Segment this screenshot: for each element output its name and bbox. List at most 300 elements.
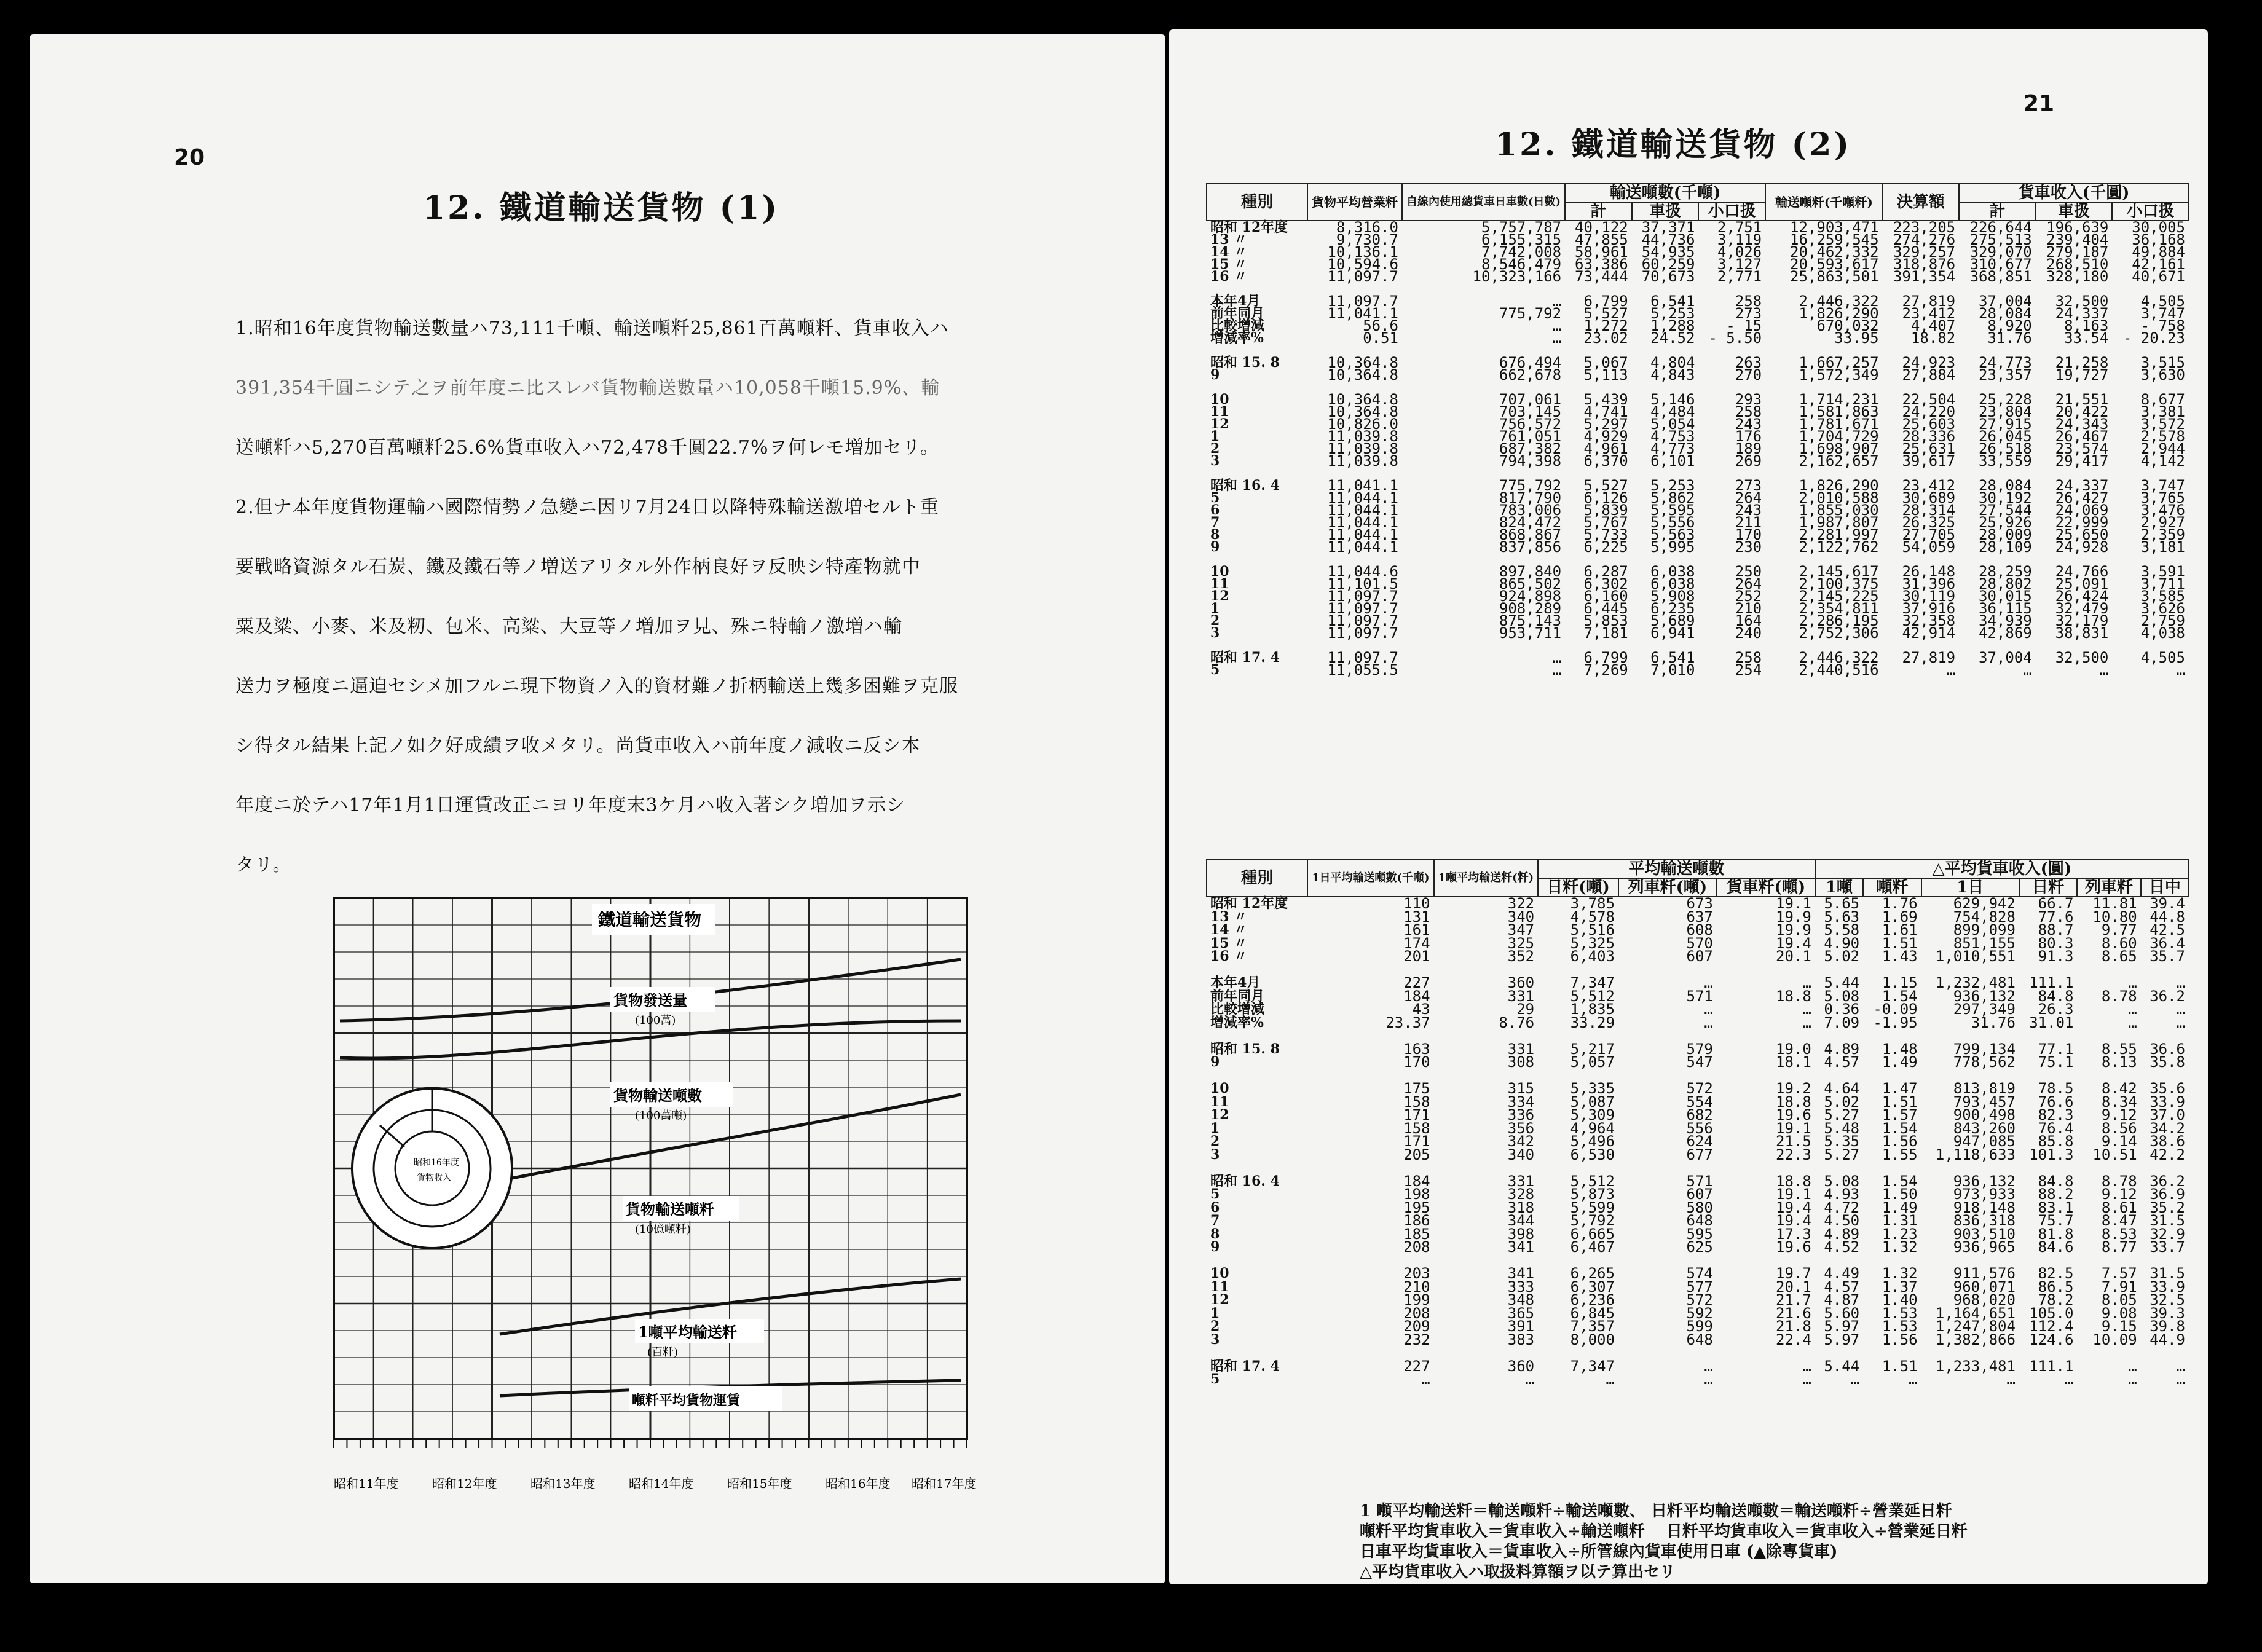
table-cell: 250 xyxy=(1735,563,1762,580)
table-cell: 3,765 xyxy=(2140,489,2185,506)
table-cell: 2,752,306 xyxy=(1799,624,1879,642)
table-cell: 5,839 xyxy=(1583,502,1628,519)
row-label: 1 xyxy=(1210,600,1220,616)
table-cell: 6,403 xyxy=(1570,948,1615,965)
table-cell: -0.09 xyxy=(1873,1001,1918,1018)
footnote-line: △平均貨車收入ハ取扱料算額ヲ以テ算出セリ xyxy=(1360,1563,1676,1581)
chart-x-axis xyxy=(334,1439,967,1448)
table-cell: 579 xyxy=(1686,1040,1713,1058)
table-cell: 2,759 xyxy=(2140,612,2185,629)
table-cell: 54,935 xyxy=(1641,243,1695,261)
page-number-right: 21 xyxy=(2024,91,2055,116)
table-cell: 163 xyxy=(1403,1040,1430,1058)
table-cell: 331 xyxy=(1507,987,1535,1005)
table-cell: 27,705 xyxy=(1902,526,1956,543)
table-cell: 11,044.1 xyxy=(1327,489,1398,506)
table-cell: 1,382,866 xyxy=(1935,1331,2016,1348)
table-cell: 837,856 xyxy=(1499,538,1562,556)
table-cell: 5,217 xyxy=(1570,1040,1615,1058)
table-cell: 30,005 xyxy=(2132,219,2185,236)
x-year-0: 昭和11年度 xyxy=(334,1476,399,1491)
table-cell: 1.53 xyxy=(1882,1304,1918,1322)
table-cell: 817,790 xyxy=(1499,489,1562,506)
table-cell: 851,155 xyxy=(1953,934,2016,952)
table-cell: 84.6 xyxy=(2038,1238,2074,1256)
table-cell: … xyxy=(2176,1357,2185,1375)
table-cell: 2,354,811 xyxy=(1799,600,1879,617)
table-cell: 9.12 xyxy=(2101,1186,2137,1203)
table-cell: 264 xyxy=(1735,489,1762,506)
table-cell: 21,258 xyxy=(2055,354,2109,371)
table-cell: 21.8 xyxy=(1776,1318,1811,1335)
table-cell: 30,119 xyxy=(1902,588,1956,605)
table-cell: 8.34 xyxy=(2101,1093,2137,1111)
table-cell: 42.5 xyxy=(2150,921,2185,938)
table-cell: 6,236 xyxy=(1570,1291,1615,1308)
row-label: 1 xyxy=(1210,428,1220,444)
table-cell: 4.52 xyxy=(1824,1238,1860,1256)
table-cell: 186 xyxy=(1403,1212,1430,1229)
table-cell: 5.97 xyxy=(1824,1318,1860,1335)
table-cell: 60,259 xyxy=(1641,256,1695,273)
table-cell: 124.6 xyxy=(2029,1331,2074,1348)
table-cell: 775,792 xyxy=(1499,477,1562,494)
table-cell: 10,594.6 xyxy=(1327,256,1398,273)
table-cell: 1,714,231 xyxy=(1799,391,1879,408)
left-page xyxy=(30,34,1165,1583)
row-label: 比較增減 xyxy=(1210,1001,1265,1017)
table-cell: 5.48 xyxy=(1824,1119,1860,1137)
table-cell: 1,232,481 xyxy=(1935,974,2016,991)
row-label: 3 xyxy=(1210,453,1220,469)
table-cell: 27,915 xyxy=(1979,415,2032,433)
table-cell: 6,225 xyxy=(1583,538,1628,556)
table-cell: 76.6 xyxy=(2038,1093,2074,1111)
table-cell: 676,494 xyxy=(1499,354,1562,371)
table-cell: 3,626 xyxy=(2140,600,2185,617)
table-cell: 33.29 xyxy=(1570,1013,1615,1031)
table-cell: 365 xyxy=(1507,1304,1535,1322)
table-cell: 875,143 xyxy=(1499,612,1562,629)
table-cell: 775,792 xyxy=(1499,305,1562,322)
table-cell: 44.8 xyxy=(2150,908,2185,926)
table-cell: 5,496 xyxy=(1570,1133,1615,1150)
table-cell: 5.44 xyxy=(1824,1357,1860,1375)
table-cell: 36.9 xyxy=(2150,1186,2185,1203)
table-cell: 26,427 xyxy=(2055,489,2109,506)
table-cell: 170 xyxy=(1735,526,1762,543)
row-label: 2 xyxy=(1210,1133,1220,1149)
table-cell: 268,510 xyxy=(2046,256,2109,273)
table-row xyxy=(1207,664,2189,676)
table-cell: 18.1 xyxy=(1776,1053,1811,1071)
table-cell: 35.6 xyxy=(2150,1080,2185,1097)
table-cell: 6,530 xyxy=(1570,1146,1615,1163)
col-header: 車扱 xyxy=(2036,202,2113,221)
table-cell: 239,404 xyxy=(2046,231,2109,248)
table-cell: 27,884 xyxy=(1902,366,1956,384)
table-cell: 33,559 xyxy=(1979,452,2032,470)
table-cell: 3,785 xyxy=(1570,895,1615,912)
table-cell: 4.64 xyxy=(1824,1080,1860,1097)
row-label: 11 xyxy=(1210,1278,1229,1295)
table-cell: 900,498 xyxy=(1953,1106,2016,1123)
table-cell: 75.7 xyxy=(2038,1212,2074,1229)
table-cell: 5.35 xyxy=(1824,1133,1860,1150)
table-cell: 131 xyxy=(1403,908,1430,926)
table-cell: 960,071 xyxy=(1953,1278,2016,1296)
table-cell: 24,069 xyxy=(2055,502,2109,519)
table-cell: 793,457 xyxy=(1953,1093,2016,1111)
table-cell: 7,269 xyxy=(1583,661,1628,678)
table-header-row xyxy=(1207,184,2189,202)
table-cell: … xyxy=(1606,1371,1615,1388)
table-cell: 35.7 xyxy=(2150,948,2185,965)
table-cell: 5,995 xyxy=(1650,538,1695,556)
table-cell: 4.49 xyxy=(1824,1265,1860,1282)
table-cell: 16,259,545 xyxy=(1790,231,1879,248)
table-cell: 1.47 xyxy=(1882,1080,1918,1097)
table-cell: … xyxy=(2128,1371,2137,1388)
table-cell: 341 xyxy=(1507,1265,1535,1282)
table-cell: 5,563 xyxy=(1650,526,1695,543)
row-label: 5 xyxy=(1210,662,1220,678)
table-cell: 158 xyxy=(1403,1093,1430,1111)
table-cell: 5,325 xyxy=(1570,934,1615,952)
row-label: 12 xyxy=(1210,416,1229,432)
table-cell: 5.02 xyxy=(1824,1093,1860,1111)
table-cell: 754,828 xyxy=(1953,908,2016,926)
col-header: 計 xyxy=(1565,202,1632,221)
table-cell: 5.27 xyxy=(1824,1106,1860,1123)
table-cell: 4,753 xyxy=(1650,428,1695,445)
table-cell: 356 xyxy=(1507,1119,1535,1137)
table-cell: 315 xyxy=(1507,1080,1535,1097)
row-label: 2 xyxy=(1210,441,1220,457)
table-cell: 44.9 xyxy=(2150,1331,2185,1348)
table-cell: 662,678 xyxy=(1499,366,1562,384)
table-cell: 210 xyxy=(1403,1278,1430,1296)
table-cell: 161 xyxy=(1403,921,1430,938)
table-cell: 5.08 xyxy=(1824,1172,1860,1190)
table-cell: 1,704,729 xyxy=(1799,428,1879,445)
row-label: 11 xyxy=(1210,404,1229,420)
freight-chart xyxy=(315,861,991,1500)
table-cell: 6,265 xyxy=(1570,1265,1615,1282)
table-cell: 778,562 xyxy=(1953,1053,2016,1071)
table-cell: 5,054 xyxy=(1650,415,1695,433)
table-cell: 9.12 xyxy=(2101,1106,2137,1123)
table-cell: 32,500 xyxy=(2055,293,2109,310)
table-cell: … xyxy=(1552,293,1562,310)
table-cell: 572 xyxy=(1686,1080,1713,1097)
table-cell: 8.13 xyxy=(2101,1053,2137,1071)
table-freight-volume xyxy=(1206,183,2189,676)
table-cell: 31.5 xyxy=(2150,1265,2185,1282)
table-cell: 275,513 xyxy=(1969,231,2032,248)
table-cell: 707,061 xyxy=(1499,391,1562,408)
table-cell: 39.3 xyxy=(2150,1304,2185,1322)
table-cell: 3,127 xyxy=(1717,256,1762,273)
row-label: 2 xyxy=(1210,613,1220,629)
row-label: 11 xyxy=(1210,1093,1229,1110)
x-year-6: 昭和17年度 xyxy=(912,1476,977,1491)
row-label: 10 xyxy=(1210,564,1229,580)
table-cell: 6,302 xyxy=(1583,575,1628,592)
col-header: 輸送噸數(千噸) xyxy=(1565,184,1765,202)
table-cell: 88.7 xyxy=(2038,921,2074,938)
row-label: 昭和 17. 4 xyxy=(1210,650,1280,666)
table-cell: 26,467 xyxy=(2055,428,2109,445)
col-header: 貨車粁(噸) xyxy=(1717,878,1815,897)
table-cell: 23,357 xyxy=(1979,366,2032,384)
table-cell: 22.4 xyxy=(1776,1331,1811,1348)
table-cell: 24,773 xyxy=(1979,354,2032,371)
table-cell: 1,781,671 xyxy=(1799,415,1879,433)
table-cell: 11.81 xyxy=(2092,895,2137,912)
table-cell: 33.9 xyxy=(2150,1278,2185,1296)
table-cell: 34.2 xyxy=(2150,1119,2185,1137)
table-cell: 1.54 xyxy=(1882,1172,1918,1190)
table-cell: 8,677 xyxy=(2140,391,2185,408)
row-label: 1 xyxy=(1210,1120,1220,1136)
table-cell: 5,853 xyxy=(1583,612,1628,629)
table-cell: 794,398 xyxy=(1499,452,1562,470)
table-cell: 88.2 xyxy=(2038,1186,2074,1203)
row-label: 3 xyxy=(1210,1146,1220,1163)
table-cell: 607 xyxy=(1686,1186,1713,1203)
table-cell: 77.1 xyxy=(2038,1040,2074,1058)
table-cell: 78.2 xyxy=(2038,1291,2074,1308)
table-cell: 37,004 xyxy=(1979,293,2032,310)
table-cell: 1.54 xyxy=(1882,1119,1918,1137)
row-label: 6 xyxy=(1210,1199,1220,1216)
table-cell: 4,843 xyxy=(1650,366,1695,384)
table-cell: 210 xyxy=(1735,600,1762,617)
pie-chart xyxy=(352,1088,512,1248)
row-label: 增減率% xyxy=(1210,1014,1264,1031)
row-label: 10 xyxy=(1210,1080,1229,1096)
table-cell: 3,476 xyxy=(2140,502,2185,519)
table-cell: 82.3 xyxy=(2038,1106,2074,1123)
table-cell: 1,826,290 xyxy=(1799,477,1879,494)
table-cell: 232 xyxy=(1403,1331,1430,1348)
table-cell: 19.4 xyxy=(1776,1212,1811,1229)
row-label: 昭和 16. 4 xyxy=(1210,1173,1280,1189)
table-cell: 184 xyxy=(1403,987,1430,1005)
row-label: 10 xyxy=(1210,391,1229,407)
table-cell: - 758 xyxy=(2140,317,2185,334)
table-cell: 9.77 xyxy=(2101,921,2137,938)
table-cell: 5,767 xyxy=(1583,514,1628,531)
col-header: 噸粁 xyxy=(1863,878,1921,897)
table-cell: 3,747 xyxy=(2140,477,2185,494)
table-cell: 911,576 xyxy=(1953,1265,2016,1282)
table-cell: 273 xyxy=(1735,305,1762,322)
table-cell: 2,440,516 xyxy=(1799,661,1879,678)
paragraph-line: 年度ニ於テハ17年1月1日運賃改正ニヨリ年度末3ケ月ハ收入著シク増加ヲ示シ xyxy=(235,795,906,816)
table-cell: 968,020 xyxy=(1953,1291,2016,1308)
table-cell: 111.1 xyxy=(2029,1357,2074,1375)
row-label: 16 〃 xyxy=(1210,948,1248,964)
row-label: 10 xyxy=(1210,1265,1229,1281)
series-label-3: 貨物輸送噸粁 xyxy=(626,1200,714,1218)
table-cell: 5,733 xyxy=(1583,526,1628,543)
table-cell: 24,337 xyxy=(2055,305,2109,322)
table-cell: 7.57 xyxy=(2101,1265,2137,1282)
table-cell: 756,572 xyxy=(1499,415,1562,433)
table-cell: 35.2 xyxy=(2150,1198,2185,1216)
table-cell: 6,541 xyxy=(1650,293,1695,310)
row-label: 7 xyxy=(1210,1213,1220,1229)
table-cell: 29 xyxy=(1516,1001,1535,1018)
table-cell: 8,316.0 xyxy=(1336,219,1398,236)
table-cell: 31.5 xyxy=(2150,1212,2185,1229)
table-cell: 670,032 xyxy=(1816,317,1879,334)
table-cell: 1.49 xyxy=(1882,1053,1918,1071)
table-cell: 4,964 xyxy=(1570,1119,1615,1137)
table-cell: 184 xyxy=(1403,1172,1430,1190)
table-cell: 30,689 xyxy=(1902,489,1956,506)
row-label: 比較增減 xyxy=(1210,318,1265,334)
row-label: 昭和 17. 4 xyxy=(1210,1358,1280,1374)
table-cell: 11,039.8 xyxy=(1327,452,1398,470)
table-cell: 226,644 xyxy=(1969,219,2032,236)
table-cell: 243 xyxy=(1735,502,1762,519)
table-cell: 36,115 xyxy=(1979,600,2032,617)
table-cell: 1.37 xyxy=(1882,1278,1918,1296)
table-freight-averages xyxy=(1206,859,2189,1386)
table-cell: 3,585 xyxy=(2140,588,2185,605)
table-cell: 843,260 xyxy=(1953,1119,2016,1137)
table-cell: 11,044.1 xyxy=(1327,538,1398,556)
table-cell: 673 xyxy=(1686,895,1713,912)
paragraph-line: 送噸粁ハ5,270百萬噸粁25.6%貨車收入ハ72,478千圓22.7%ヲ何レモ増加セリ。 xyxy=(235,437,939,458)
table-cell: 273 xyxy=(1735,477,1762,494)
table-cell: 40,122 xyxy=(1575,219,1628,236)
table-cell: 2,162,657 xyxy=(1799,452,1879,470)
table-cell: 592 xyxy=(1686,1304,1713,1322)
footnotes xyxy=(1360,1501,2159,1583)
table-cell: 42,914 xyxy=(1902,624,1956,642)
table-cell: 5.27 xyxy=(1824,1146,1860,1163)
table-cell: 3,711 xyxy=(2140,575,2185,592)
table-cell: 648 xyxy=(1686,1212,1713,1229)
table-cell: 7,347 xyxy=(1570,974,1615,991)
table-cell: 1.76 xyxy=(1882,895,1918,912)
table-cell: 28,336 xyxy=(1902,428,1956,445)
table-row xyxy=(1207,627,2189,639)
table-cell: … xyxy=(2176,1013,2185,1031)
table-cell: 110 xyxy=(1403,895,1430,912)
table-cell: 5,873 xyxy=(1570,1186,1615,1203)
table-cell: 42.2 xyxy=(2150,1146,2185,1163)
table-cell: 783,006 xyxy=(1499,502,1562,519)
table-cell: … xyxy=(2006,1371,2016,1388)
table-cell: 203 xyxy=(1403,1265,1430,1282)
table-cell: 8,163 xyxy=(2064,317,2109,334)
table-cell: 189 xyxy=(1735,440,1762,457)
table-cell: 348 xyxy=(1507,1291,1535,1308)
table-cell: 31.76 xyxy=(1987,329,2032,347)
table-cell: 5,309 xyxy=(1570,1106,1615,1123)
table-cell: 6,467 xyxy=(1570,1238,1615,1256)
x-year-4: 昭和15年度 xyxy=(727,1476,792,1491)
table-cell: 341 xyxy=(1507,1238,1535,1256)
table-cell: 195 xyxy=(1403,1198,1430,1216)
table-cell: 105.0 xyxy=(2029,1304,2074,1322)
table-cell: 76.4 xyxy=(2038,1119,2074,1137)
table-cell: 11,097.7 xyxy=(1327,612,1398,629)
col-header: 種別 xyxy=(1207,184,1307,221)
footnote-line: 1 噸平均輸送粁＝輸送噸粁÷輸送噸數、 日粁平均輸送噸數＝輸送噸粁÷營業延日粁 xyxy=(1360,1502,1952,1520)
table-cell: 5,146 xyxy=(1650,391,1695,408)
table-cell: 4.90 xyxy=(1824,934,1860,952)
table-cell: 1.51 xyxy=(1882,1093,1918,1111)
table-cell: 170 xyxy=(1403,1053,1430,1071)
table-cell: 73,444 xyxy=(1575,268,1628,285)
table-cell: 5.65 xyxy=(1824,895,1860,912)
table-cell: 171 xyxy=(1403,1106,1430,1123)
table-cell: 8.53 xyxy=(2101,1225,2137,1243)
table-cell: 19.2 xyxy=(1776,1080,1811,1097)
table-cell: … xyxy=(2176,1001,2185,1018)
table-cell: 703,145 xyxy=(1499,403,1562,420)
col-header: 小口扱 xyxy=(1698,202,1765,221)
table-cell: 20,422 xyxy=(2055,403,2109,420)
table-cell: 4,505 xyxy=(2140,649,2185,666)
table-cell: 4,804 xyxy=(1650,354,1695,371)
table-cell: 11,039.8 xyxy=(1327,428,1398,445)
table-cell: 208 xyxy=(1403,1238,1430,1256)
table-cell: 29,417 xyxy=(2055,452,2109,470)
table-cell: 42,869 xyxy=(1979,624,2032,642)
series-label-5: 噸粁平均貨物運賃 xyxy=(632,1393,741,1409)
table-cell: 25,863,501 xyxy=(1790,268,1879,285)
table-cell: 20,593,617 xyxy=(1790,256,1879,273)
table-cell: 201 xyxy=(1403,948,1430,965)
table-cell: 8.60 xyxy=(2101,934,2137,952)
table-cell: 331 xyxy=(1507,1040,1535,1058)
table-cell: 325 xyxy=(1507,934,1535,952)
table-cell: … xyxy=(2128,1001,2137,1018)
table-cell: 81.8 xyxy=(2038,1225,2074,1243)
table-cell: 4,741 xyxy=(1583,403,1628,420)
table-cell: 19.7 xyxy=(1776,1265,1811,1282)
table-cell: … xyxy=(1802,974,1811,991)
table-cell: 7,742,008 xyxy=(1481,243,1562,261)
table-cell: 11,097.7 xyxy=(1327,588,1398,605)
table-cell: … xyxy=(2099,661,2109,678)
table-cell: 1.61 xyxy=(1882,921,1918,938)
col-header: 計 xyxy=(1959,202,2036,221)
table-cell: 648 xyxy=(1686,1331,1713,1348)
table-cell: 677 xyxy=(1686,1146,1713,1163)
table-cell: 24,928 xyxy=(2055,538,2109,556)
table-cell: 240 xyxy=(1735,624,1762,642)
table-cell: 28,314 xyxy=(1902,502,1956,519)
table-cell: 28,009 xyxy=(1979,526,2032,543)
table-cell: 2,927 xyxy=(2140,514,2185,531)
table-cell: 42,161 xyxy=(2132,256,2185,273)
table-cell: 25,926 xyxy=(1979,514,2032,531)
table-cell: 263 xyxy=(1735,354,1762,371)
row-label: 12 xyxy=(1210,588,1229,604)
table-cell: 10.80 xyxy=(2092,908,2137,926)
table-cell: 572 xyxy=(1686,1291,1713,1308)
pie-label-2: 貨物收入 xyxy=(417,1173,451,1183)
table-row xyxy=(1207,1149,2189,1162)
